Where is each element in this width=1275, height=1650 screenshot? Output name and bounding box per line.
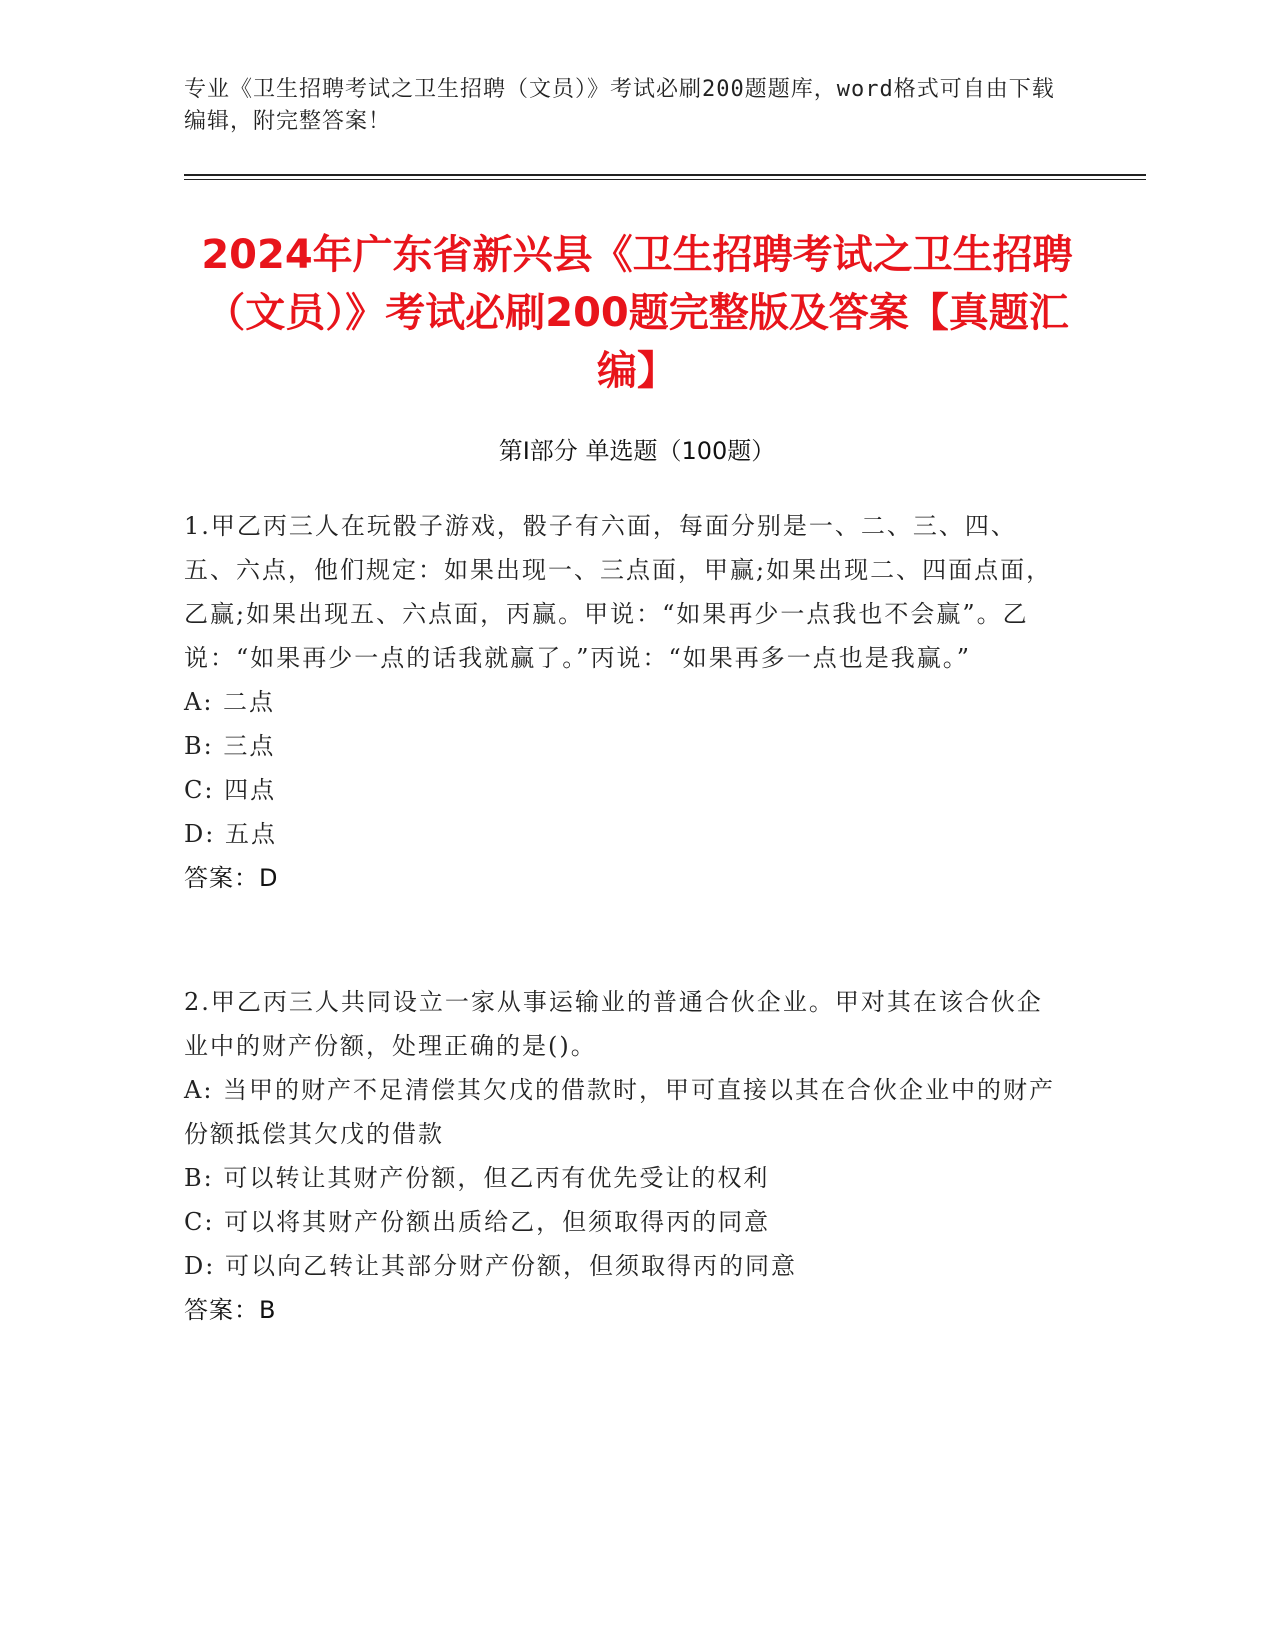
question-1 [184,504,1064,900]
option-c: C: 四点 [184,776,277,804]
document-title: 2024年广东省新兴县《卫生招聘考试之卫生招聘（文员）》考试必刷200题完整版及答案【真题汇编】 [201,232,1073,394]
option-c: C: 可以将其财产份额出质给乙，但须取得丙的同意 [184,1208,771,1236]
answer-line: 答案：D [184,864,279,892]
answer-line: 答案：B [184,1296,277,1324]
intro-text: 专业《卫生招聘考试之卫生招聘（文员）》考试必刷200题题库，word格式可自由下载编辑，附完整答案！ [184,77,1055,134]
option-d: D: 可以向乙转让其部分财产份额，但须取得丙的同意 [184,1252,797,1280]
question-2 [184,980,1064,1332]
option-b: B: 三点 [184,732,276,760]
section-heading: 第Ⅰ部分 单选题（100题） [498,437,776,465]
option-d: D: 五点 [184,820,277,848]
header-divider-thin [184,179,1146,180]
header-divider-thick [184,174,1146,176]
option-a: A: 二点 [184,688,276,716]
option-a: A: 当甲的财产不足清偿其欠戊的借款时，甲可直接以其在合伙企业中的财产份额抵偿其欠戊的借款 [184,1076,1056,1148]
option-b: B: 可以转让其财产份额，但乙丙有优先受让的权利 [184,1164,770,1192]
question-stem: 2.甲乙丙三人共同设立一家从事运输业的普通合伙企业。甲对其在该合伙企业中的财产份额，处理正确的是()。 [184,988,1043,1060]
question-stem: 1.甲乙丙三人在玩骰子游戏，骰子有六面，每面分别是一、二、三、四、五、六点，他们规定：如果出现一、三点面，甲赢;如果出现二、四面点面，乙赢;如果出现五、六点面，丙赢。甲说：“如果再少一点我也不会赢”。乙说：“如果再少一点的话我就赢了。”丙说：“如果再多一点也是我赢。” [184,512,1053,672]
